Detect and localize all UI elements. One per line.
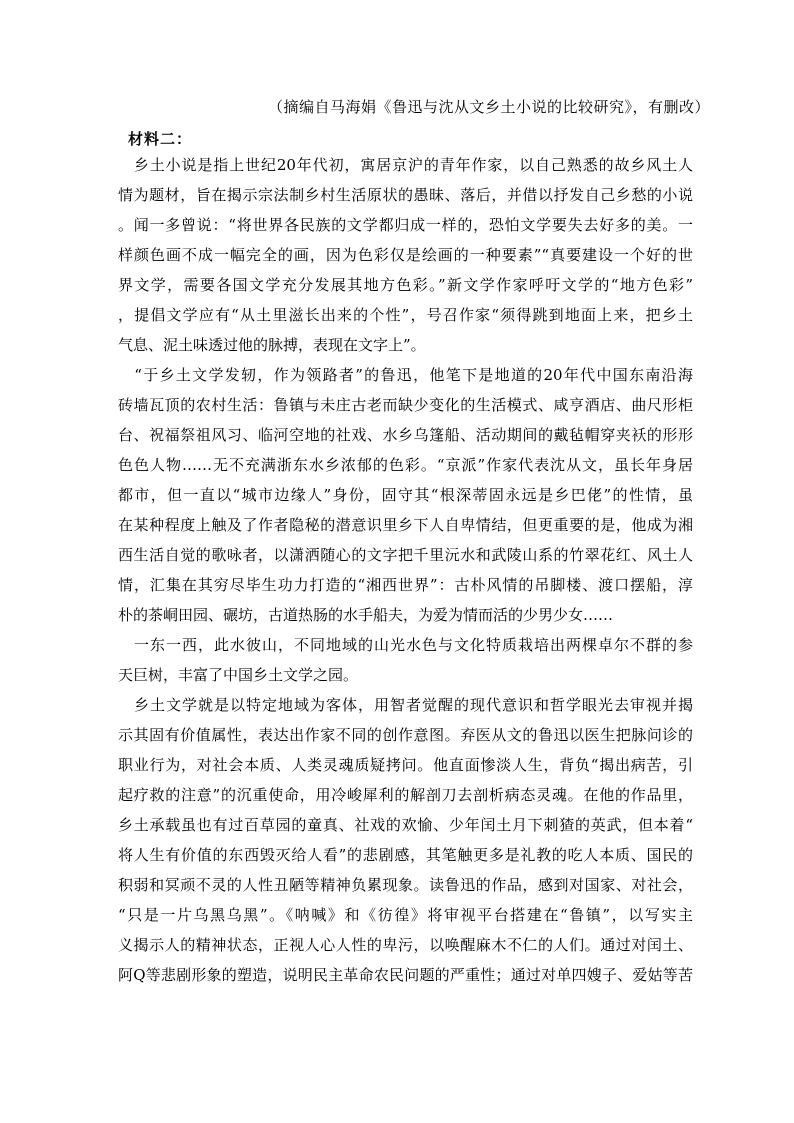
body-text	[118, 150, 693, 990]
text-line: 西生活自觉的歌咏者，以潇洒随心的文字把千里沅水和武陵山系的竹翠花红、风土人	[118, 546, 693, 564]
text-line: ，提倡文学应有“从土里滋长出来的个性”，号召作家“须得跳到地面上来，把乡土	[118, 306, 693, 324]
text-line: 一东一西，此水彼山，不同地域的山光水色与文化特质栽培出两棵卓尔不群的参	[118, 636, 693, 654]
text-line: 示其固有价值属性，表达出作家不同的创作意图。弃医从文的鲁迅以医生把脉问诊的	[118, 726, 693, 744]
text-line: 色色人物……无不充满浙东水乡浓郁的色彩。“京派”作家代表沈从文，虽长年身居	[118, 456, 693, 474]
text-line: 乡土小说是指上世纪20年代初，寓居京沪的青年作家，以自己熟悉的故乡风土人	[118, 156, 693, 174]
text-line: 情为题材，旨在揭示宗法制乡村生活原状的愚昧、落后，并借以抒发自己乡愁的小说	[118, 186, 693, 204]
text-line: “只是一片乌黑乌黑”。《呐喊》和《彷徨》将审视平台搭建在“鲁镇”，以写实主	[118, 906, 693, 924]
text-line: 职业行为，对社会本质、人类灵魂质疑拷问。他直面惨淡人生，背负“揭出病苦，引	[118, 756, 693, 774]
text-line: 积弱和冥顽不灵的人性丑陋等精神负累现象。读鲁迅的作品，感到对国家、对社会，	[118, 876, 693, 894]
text-line: 。闻一多曾说：“将世界各民族的文学都归成一样的，恐怕文学要失去好多的美。一	[118, 216, 693, 234]
text-line: 阿Q等悲剧形象的塑造，说明民主革命农民问题的严重性；通过对单四嫂子、爱姑等苦	[118, 966, 693, 984]
text-line: 砖墙瓦顶的农村生活：鲁镇与未庄古老而缺少变化的生活模式、咸亨酒店、曲尺形柜	[118, 396, 693, 414]
text-line: 都市，但一直以“城市边缘人”身份，固守其“根深蒂固永远是乡巴佬”的性情，虽	[118, 486, 693, 504]
source-citation: （摘编自马海娟《鲁迅与沈从文乡土小说的比较研究》，有删改）	[267, 98, 710, 116]
text-line: “于乡土文学发轫，作为领路者”的鲁迅，他笔下是地道的20年代中国东南沿海	[118, 366, 693, 384]
text-line: 乡土文学就是以特定地域为客体，用智者觉醒的现代意识和哲学眼光去审视并揭	[118, 696, 693, 714]
text-line: 天巨树，丰富了中国乡土文学之园。	[118, 666, 359, 684]
material-heading: 材料二：	[128, 130, 193, 148]
text-line: 起疗救的注意”的沉重使命，用冷峻犀利的解剖刀去剖析病态灵魂。在他的作品里，	[118, 786, 693, 804]
text-line: 样颜色画不成一幅完全的画，因为色彩仅是绘画的一种要素”“真要建设一个好的世	[118, 246, 693, 264]
text-line: 界文学，需要各国文学充分发展其地方色彩。”新文学作家呼吁文学的“地方色彩”	[118, 276, 693, 294]
text-line: 义揭示人的精神状态，正视人心人性的卑污，以唤醒麻木不仁的人们。通过对闰土、	[118, 936, 693, 954]
text-line: 将人生有价值的东西毁灭给人看”的悲剧感，其笔触更多是礼教的吃人本质、国民的	[118, 846, 693, 864]
text-line: 乡土承载虽也有过百草园的童真、社戏的欢愉、少年闰土月下刺猹的英武，但本着“	[118, 816, 693, 834]
text-line: 朴的茶峒田园、碾坊，古道热肠的水手船夫，为爱为情而活的少男少女……	[118, 606, 614, 624]
text-line: 气息、泥土味透过他的脉搏，表现在文字上”。	[118, 336, 426, 354]
text-line: 在某种程度上触及了作者隐秘的潜意识里乡下人自卑情结，但更重要的是，他成为湘	[118, 516, 693, 534]
text-line: 情，汇集在其穷尽毕生功力打造的“湘西世界”：古朴风情的吊脚楼、渡口摆船，淳	[118, 576, 693, 594]
text-line: 台、祝福祭祖风习、临河空地的社戏、水乡乌篷船、活动期间的戴毡帽穿夹袄的形形	[118, 426, 693, 444]
